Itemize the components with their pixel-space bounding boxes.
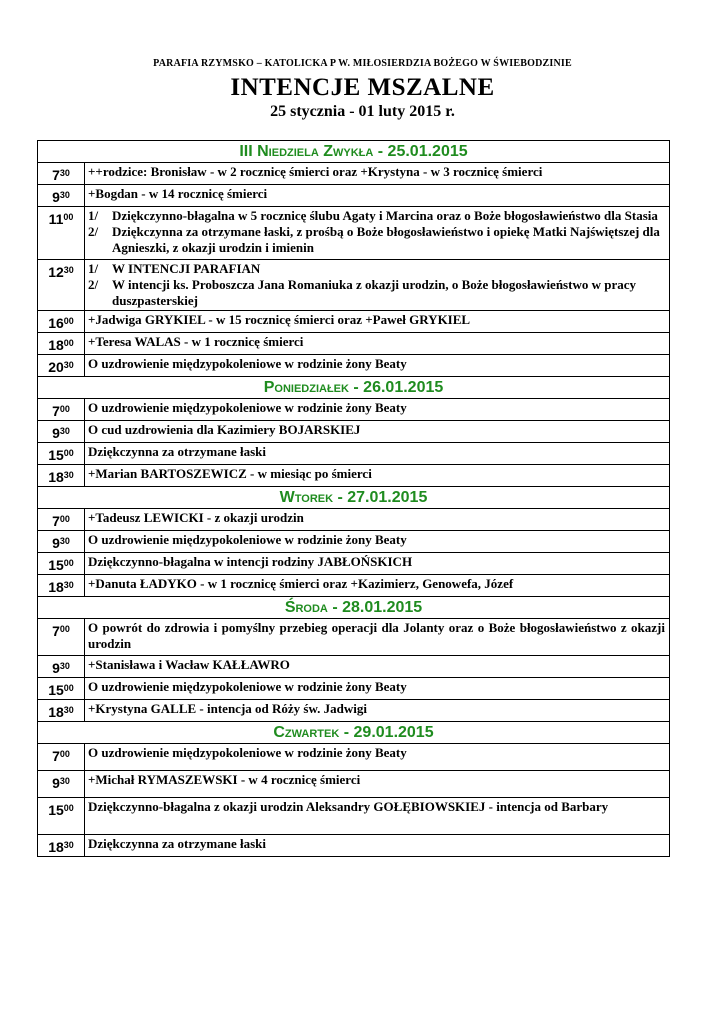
- intention-number: 2/: [88, 224, 99, 239]
- mass-time: [38, 207, 85, 260]
- day-heading: Poniedziałek - 26.01.2015: [38, 377, 670, 399]
- mass-time: [38, 509, 85, 531]
- intention-item: [88, 261, 665, 277]
- mass-intention: +Stanisława i Wacław KAŁŁAWRO: [85, 656, 670, 678]
- time-minutes: 00: [63, 212, 74, 222]
- time-minutes: 00: [63, 683, 74, 693]
- time-hour: 12: [48, 264, 64, 280]
- mass-intention: +Bogdan - w 14 rocznicę śmierci: [85, 185, 670, 207]
- time-hour: 7: [52, 623, 60, 639]
- time-hour: 15: [48, 557, 64, 573]
- intention-item: [88, 208, 665, 224]
- time-hour: 7: [52, 167, 60, 183]
- time-hour: 7: [52, 403, 60, 419]
- time-hour: 15: [48, 447, 64, 463]
- date-range: 25 stycznia - 01 luty 2015 r.: [270, 103, 455, 120]
- time-hour: 18: [48, 704, 64, 720]
- time-minutes: 30: [63, 580, 74, 590]
- intention-number: 1/: [88, 261, 99, 276]
- time-minutes: 30: [63, 705, 74, 715]
- mass-row: [38, 311, 670, 333]
- mass-intention: +Marian BARTOSZEWICZ - w miesiąc po śmierci: [85, 465, 670, 487]
- mass-intention: Dziękczynno-błagalna w intencji rodziny JABŁOŃSKICH: [85, 553, 670, 575]
- intention-text: Dziękczynna za otrzymane łaski, z prośbą o Boże błogosławieństwo i opiekę Matki Najświętszej dla Agnieszki, z okazji urodzin i imienin: [112, 224, 660, 255]
- mass-row: [38, 399, 670, 421]
- day-header-row: [38, 141, 670, 163]
- mass-row: [38, 465, 670, 487]
- time-minutes: 30: [59, 426, 70, 436]
- mass-row: [38, 185, 670, 207]
- mass-intention: O powrót do zdrowia i pomyślny przebieg operacji dla Jolanty oraz o Boże błogosławieństwo z okazji urodzin: [85, 619, 670, 656]
- mass-row: [38, 509, 670, 531]
- time-minutes: 00: [63, 338, 74, 348]
- intention-number: 2/: [88, 277, 99, 292]
- mass-time: [38, 421, 85, 443]
- document-header: [0, 58, 725, 121]
- day-heading: Czwartek - 29.01.2015: [38, 722, 670, 744]
- time-hour: 9: [52, 535, 60, 551]
- intention-item: [88, 277, 665, 309]
- time-hour: 9: [52, 189, 60, 205]
- mass-row: [38, 260, 670, 311]
- mass-intentions-table: [37, 140, 670, 857]
- time-hour: 11: [48, 211, 64, 227]
- time-minutes: 30: [63, 265, 74, 275]
- day-header-row: [38, 722, 670, 744]
- mass-row: [38, 421, 670, 443]
- time-minutes: 00: [59, 514, 70, 524]
- time-minutes: 00: [63, 803, 74, 813]
- mass-time: [38, 678, 85, 700]
- intention-text: W INTENCJI PARAFIAN: [112, 261, 261, 276]
- time-hour: 16: [48, 315, 64, 331]
- mass-time: [38, 553, 85, 575]
- time-minutes: 00: [59, 624, 70, 634]
- mass-time: [38, 619, 85, 656]
- page-title: INTENCJE MSZALNE: [230, 74, 495, 101]
- mass-time: [38, 656, 85, 678]
- time-minutes: 00: [63, 448, 74, 458]
- time-minutes: 00: [63, 558, 74, 568]
- day-header-row: [38, 597, 670, 619]
- mass-row: [38, 333, 670, 355]
- mass-time: [38, 163, 85, 185]
- day-heading: III Niedziela Zwykła - 25.01.2015: [38, 141, 670, 163]
- day-heading: Środa - 28.01.2015: [38, 597, 670, 619]
- mass-intention: +Michał RYMASZEWSKI - w 4 rocznicę śmierci: [85, 771, 670, 798]
- mass-row: [38, 443, 670, 465]
- mass-row: [38, 744, 670, 771]
- mass-time: [38, 399, 85, 421]
- mass-intention: O cud uzdrowienia dla Kazimiery BOJARSKIEJ: [85, 421, 670, 443]
- intention-number: 1/: [88, 208, 99, 223]
- time-hour: 7: [52, 748, 60, 764]
- day-header-row: [38, 487, 670, 509]
- mass-time: [38, 700, 85, 722]
- mass-time: [38, 260, 85, 311]
- mass-time: [38, 771, 85, 798]
- mass-row: [38, 700, 670, 722]
- time-hour: 15: [48, 802, 64, 818]
- mass-intention: O uzdrowienie międzypokoleniowe w rodzinie żony Beaty: [85, 399, 670, 421]
- mass-row: [38, 771, 670, 798]
- mass-row: [38, 835, 670, 857]
- time-hour: 9: [52, 775, 60, 791]
- mass-intention: +Krystyna GALLE - intencja od Róży św. Jadwigi: [85, 700, 670, 722]
- mass-time: [38, 311, 85, 333]
- time-minutes: 00: [59, 749, 70, 759]
- mass-time: [38, 443, 85, 465]
- time-hour: 18: [48, 839, 64, 855]
- time-hour: 7: [52, 513, 60, 529]
- mass-intention: +Danuta ŁADYKO - w 1 rocznicę śmierci oraz +Kazimierz, Genowefa, Józef: [85, 575, 670, 597]
- time-hour: 18: [48, 579, 64, 595]
- mass-row: [38, 163, 670, 185]
- mass-time: [38, 575, 85, 597]
- mass-intention: O uzdrowienie międzypokoleniowe w rodzinie żony Beaty: [85, 744, 670, 771]
- mass-row: [38, 355, 670, 377]
- time-hour: 20: [48, 359, 64, 375]
- mass-intention: +Jadwiga GRYKIEL - w 15 rocznicę śmierci oraz +Paweł GRYKIEL: [85, 311, 670, 333]
- mass-row: [38, 798, 670, 835]
- mass-time: [38, 333, 85, 355]
- time-hour: 18: [48, 469, 64, 485]
- mass-time: [38, 835, 85, 857]
- mass-time: [38, 798, 85, 835]
- time-hour: 15: [48, 682, 64, 698]
- time-minutes: 30: [63, 360, 74, 370]
- time-minutes: 00: [59, 404, 70, 414]
- mass-row: [38, 678, 670, 700]
- day-heading: Wtorek - 27.01.2015: [38, 487, 670, 509]
- time-minutes: 00: [63, 316, 74, 326]
- time-minutes: 30: [59, 661, 70, 671]
- time-minutes: 30: [63, 840, 74, 850]
- time-minutes: 30: [59, 168, 70, 178]
- intention-text: Dziękczynno-błagalna w 5 rocznicę ślubu Agaty i Marcina oraz o Boże błogosławieństwo dla Stasia: [112, 208, 658, 223]
- time-hour: 9: [52, 425, 60, 441]
- time-hour: 18: [48, 337, 64, 353]
- mass-time: [38, 744, 85, 771]
- day-header-row: [38, 377, 670, 399]
- mass-intention: O uzdrowienie międzypokoleniowe w rodzinie żony Beaty: [85, 355, 670, 377]
- time-minutes: 30: [59, 776, 70, 786]
- mass-row: [38, 553, 670, 575]
- mass-intention: ++rodzice: Bronisław - w 2 rocznicę śmierci oraz +Krystyna - w 3 rocznicę śmierci: [85, 163, 670, 185]
- mass-row: [38, 656, 670, 678]
- mass-row: [38, 575, 670, 597]
- mass-intention: [85, 207, 670, 260]
- parish-name: PARAFIA RZYMSKO – KATOLICKA P W. MIŁOSIERDZIA BOŻEGO W ŚWIEBODZINIE: [153, 58, 572, 69]
- mass-intention: Dziękczynno-błagalna z okazji urodzin Aleksandry GOŁĘBIOWSKIEJ - intencja od Barbary: [85, 798, 670, 835]
- mass-row: [38, 207, 670, 260]
- mass-intention: +Teresa WALAS - w 1 rocznicę śmierci: [85, 333, 670, 355]
- mass-time: [38, 185, 85, 207]
- mass-time: [38, 531, 85, 553]
- mass-time: [38, 465, 85, 487]
- mass-intention: Dziękczynna za otrzymane łaski: [85, 443, 670, 465]
- time-hour: 9: [52, 660, 60, 676]
- time-minutes: 30: [59, 536, 70, 546]
- intention-item: [88, 224, 665, 256]
- mass-intention: [85, 260, 670, 311]
- mass-intention: Dziękczynna za otrzymane łaski: [85, 835, 670, 857]
- mass-time: [38, 355, 85, 377]
- intention-text: W intencji ks. Proboszcza Jana Romaniuka z okazji urodzin, o Boże błogosławieństwo w pracy duszpasterskiej: [112, 277, 636, 308]
- mass-row: [38, 619, 670, 656]
- mass-row: [38, 531, 670, 553]
- time-minutes: 30: [59, 190, 70, 200]
- mass-intention: O uzdrowienie międzypokoleniowe w rodzinie żony Beaty: [85, 531, 670, 553]
- time-minutes: 30: [63, 470, 74, 480]
- mass-intention: +Tadeusz LEWICKI - z okazji urodzin: [85, 509, 670, 531]
- mass-intention: O uzdrowienie międzypokoleniowe w rodzinie żony Beaty: [85, 678, 670, 700]
